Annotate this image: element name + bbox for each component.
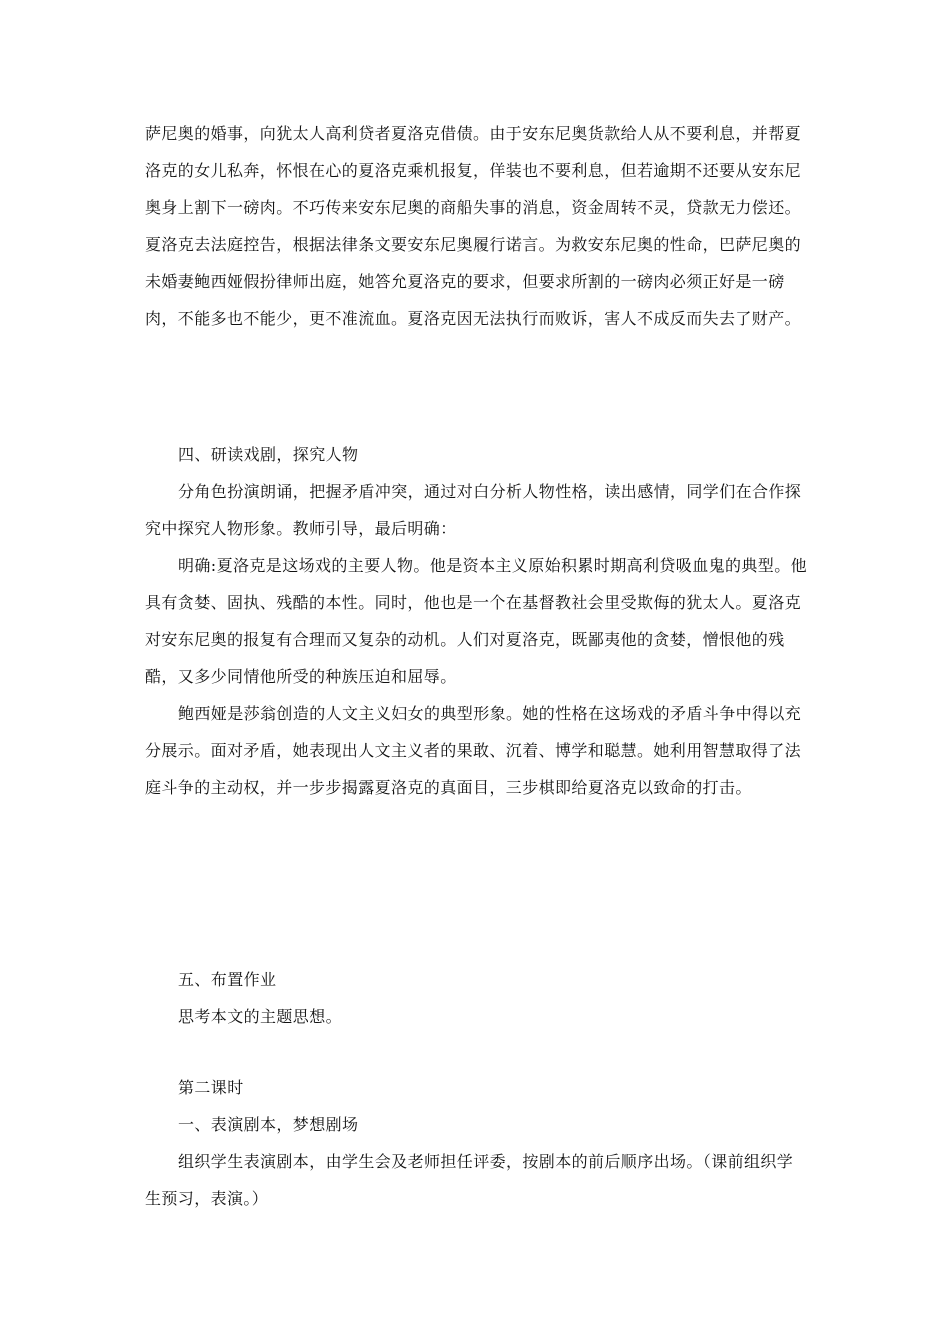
story-block [145, 115, 807, 337]
section-4-heading: 四、研读戏剧，探究人物 [178, 445, 359, 464]
lesson-2-heading: 一、表演剧本，梦想剧场 [178, 1115, 359, 1134]
section-5 [145, 961, 807, 1035]
section-4-paragraph-3: 鲍西娅是莎翁创造的人文主义妇女的典型形象。她的性格在这场戏的矛盾斗争中得以充分展示。面对矛盾，她表现出人文主义者的果敢、沉着、博学和聪慧。她利用智慧取得了法庭斗争的主动权，并一步步揭露夏洛克的真面目，三步棋即给夏洛克以致命的打击。 [145, 704, 802, 797]
lesson-2 [145, 1069, 807, 1217]
lesson-2-paragraph: 组织学生表演剧本，由学生会及老师担任评委，按剧本的前后顺序出场。（课前组织学生预习，表演。） [145, 1152, 794, 1208]
section-4-paragraph-2: 明确:夏洛克是这场戏的主要人物。他是资本主义原始积累时期高利贷吸血鬼的典型。他具有贪婪、固执、残酷的本性。同时，他也是一个在基督教社会里受欺侮的犹太人。夏洛克对安东尼奥的报复有合理而又复杂的动机。人们对夏洛克，既鄙夷他的贪婪，憎恨他的残酷，又多少同情他所受的种族压迫和屈辱。 [145, 556, 807, 686]
section-4 [145, 436, 807, 806]
story-paragraph: 萨尼奥的婚事，向犹太人高利贷者夏洛克借债。由于安东尼奥货款给人从不要利息，并帮夏洛克的女儿私奔，怀恨在心的夏洛克乘机报复，佯装也不要利息，但若逾期不还要从安东尼奥身上割下一磅肉。不巧传来安东尼奥的商船失事的消息，资金周转不灵，贷款无力偿还。夏洛克去法庭控告，根据法律条文要安东尼奥履行诺言。为救安东尼奥的性命，巴萨尼奥的未婚妻鲍西娅假扮律师出庭，她答允夏洛克的要求，但要求所割的一磅肉必须正好是一磅肉，不能多也不能少，更不准流血。夏洛克因无法执行而败诉，害人不成反而失去了财产。 [145, 124, 802, 328]
section-4-paragraph-1: 分角色扮演朗诵，把握矛盾冲突，通过对白分析人物性格，读出感情，同学们在合作探究中探究人物形象。教师引导，最后明确： [145, 482, 802, 538]
section-5-heading: 五、布置作业 [178, 970, 277, 989]
section-5-task: 思考本文的主题思想。 [178, 1007, 343, 1026]
lesson-2-title: 第二课时 [178, 1078, 244, 1097]
